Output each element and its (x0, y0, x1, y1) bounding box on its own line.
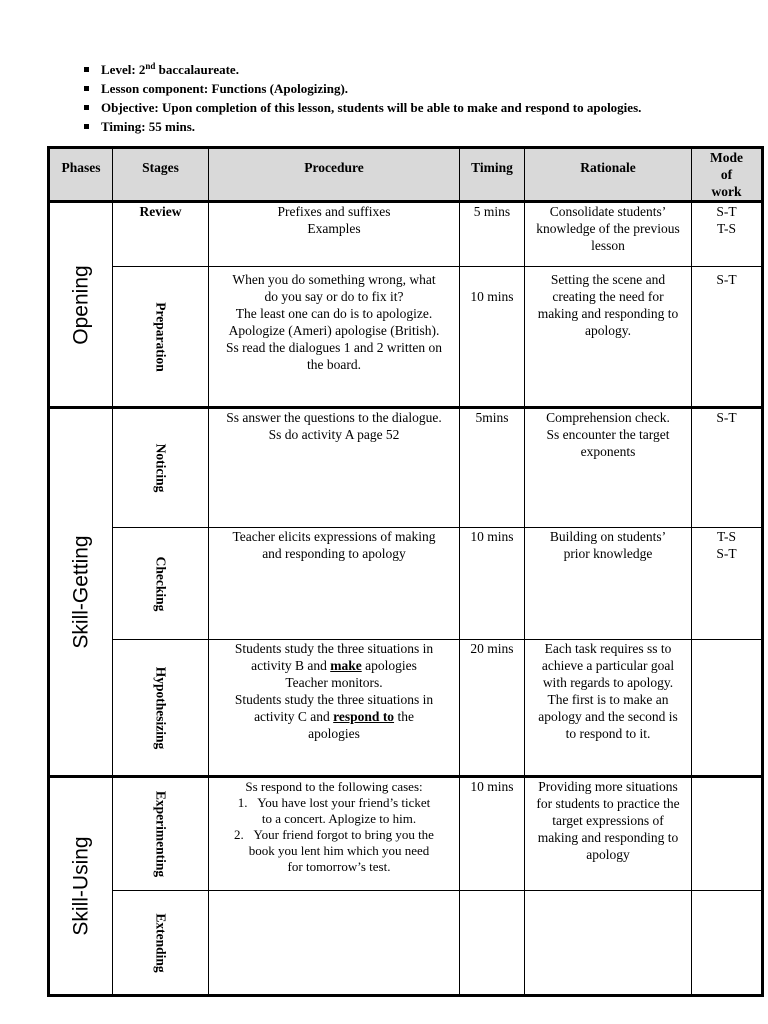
rationale-line: making and responding to (537, 306, 679, 321)
col-header-stages: Stages (113, 148, 209, 202)
procedure-checking (209, 528, 460, 640)
procedure-line: Ss read the dialogues 1 and 2 written on (226, 340, 442, 355)
timing-item (84, 117, 641, 136)
procedure-noticing (209, 408, 460, 528)
timing-experimenting: 10 mins (460, 777, 525, 891)
mode-header-line: work (711, 184, 742, 199)
procedure-line (210, 708, 458, 725)
phase-label-skill-getting: Skill-Getting (69, 535, 93, 649)
rationale-line: Setting the scene and (550, 272, 666, 287)
procedure-line: Teacher monitors. (285, 675, 383, 690)
mode-line: T-S (716, 529, 736, 544)
stage-hypothesizing (113, 640, 209, 777)
list-item (210, 795, 458, 811)
rationale-line: achieve a particular goal (541, 658, 675, 673)
rationale-line: apology and the second is (538, 709, 678, 724)
procedure-line: Students study the three situations in (234, 641, 434, 656)
mode-hypothesizing (692, 640, 763, 777)
procedure-line: Ss respond to the following cases: (245, 779, 423, 794)
procedure-line: Ss do activity A page 52 (268, 427, 400, 442)
mode-header-line: of (720, 167, 733, 182)
objective-text: Objective: Upon completion of this lesson, students will be able to make and respond to apologies. (101, 100, 642, 115)
procedure-line: Ss answer the questions to the dialogue. (226, 410, 442, 425)
procedure-line: the board. (307, 357, 361, 372)
phase-skill-getting (49, 408, 113, 777)
objective-item (84, 98, 641, 117)
mode-experimenting (692, 777, 763, 891)
rationale-extending (525, 891, 692, 996)
procedure-line: Prefixes and suffixes (277, 204, 391, 219)
stage-review: Review (113, 202, 209, 267)
timing-checking: 10 mins (460, 528, 525, 640)
rationale-line: Providing more situations (538, 779, 678, 794)
phase-skill-using (49, 777, 113, 996)
procedure-hypothesizing (209, 640, 460, 777)
stage-checking (113, 528, 209, 640)
timing-hypothesizing: 20 mins (460, 640, 525, 777)
rationale-line: Ss encounter the target (546, 427, 670, 442)
phase-label-skill-using: Skill-Using (69, 836, 93, 936)
procedure-text: the (394, 709, 414, 724)
rationale-line: target expressions of (552, 813, 664, 828)
procedure-preparation (209, 267, 460, 408)
case-text: book you lent him which you need (248, 843, 430, 858)
bullet-square-icon (84, 124, 89, 129)
timing-text: Timing: 55 mins. (101, 119, 196, 134)
lesson-component-item (84, 79, 641, 98)
procedure-text: apologies (361, 658, 417, 673)
procedure-line (210, 657, 458, 674)
rationale-line: The first is to make an (547, 692, 669, 707)
procedure-line: Students study the three situations in (234, 692, 434, 707)
case-text: to a concert. Aplogize to him. (261, 811, 417, 826)
cases-list (210, 795, 458, 875)
stage-experimenting (113, 777, 209, 891)
phase-label-opening: Opening (69, 264, 93, 345)
procedure-line: Examples (307, 221, 361, 236)
table-row (49, 267, 763, 408)
timing-extending (460, 891, 525, 996)
col-header-phases: Phases (49, 148, 113, 202)
timing-preparation: 10 mins (460, 267, 525, 408)
mode-line: S-T (716, 546, 737, 561)
lesson-info-list (84, 60, 641, 136)
rationale-line: knowledge of the previous (536, 221, 680, 236)
rationale-line: prior knowledge (563, 546, 653, 561)
mode-header-line: Mode (710, 150, 743, 165)
table-row (49, 891, 763, 996)
list-item (210, 827, 458, 843)
rationale-line: Each task requires ss to (544, 641, 672, 656)
list-item (210, 843, 458, 859)
col-header-rationale: Rationale (525, 148, 692, 202)
stage-label-experimenting: Experimenting (153, 790, 168, 878)
procedure-emphasis-respond: respond to (333, 709, 395, 724)
mode-line: S-T (716, 272, 737, 287)
table-row (49, 202, 763, 267)
mode-noticing (692, 408, 763, 528)
procedure-line: The least one can do is to apologize. (235, 306, 433, 321)
procedure-line: When you do something wrong, what (232, 272, 436, 287)
table-row (49, 528, 763, 640)
col-header-timing: Timing (460, 148, 525, 202)
procedure-extending (209, 891, 460, 996)
rationale-line: apology. (585, 323, 631, 338)
mode-line: S-T (716, 410, 737, 425)
case-text: Your friend forgot to bring you the (253, 827, 434, 842)
table-header-row (49, 148, 763, 202)
mode-checking (692, 528, 763, 640)
mode-extending (692, 891, 763, 996)
table-row (49, 640, 763, 777)
mode-review (692, 202, 763, 267)
timing-noticing: 5mins (460, 408, 525, 528)
rationale-line: Building on students’ (549, 529, 667, 544)
procedure-line: apologies (308, 726, 360, 741)
case-number: 1. (237, 795, 248, 810)
procedure-experimenting (209, 777, 460, 891)
rationale-line: to respond to it. (565, 726, 651, 741)
list-item (210, 859, 458, 875)
mode-line: T-S (716, 221, 736, 236)
rationale-experimenting (525, 777, 692, 891)
timing-review: 5 mins (460, 202, 525, 267)
list-item (210, 811, 458, 827)
procedure-emphasis-make: make (330, 658, 362, 673)
phase-opening (49, 202, 113, 408)
level-item (84, 60, 641, 79)
bullet-square-icon (84, 86, 89, 91)
mode-line: S-T (716, 204, 737, 219)
procedure-line: Apologize (Ameri) apologise (British). (228, 323, 440, 338)
stage-extending (113, 891, 209, 996)
rationale-line: making and responding to (537, 830, 679, 845)
lesson-plan-table (47, 146, 764, 997)
bullet-square-icon (84, 67, 89, 72)
rationale-line: Comprehension check. (546, 410, 670, 425)
lesson-component-text: Lesson component: Functions (Apologizing). (101, 81, 349, 96)
stage-noticing (113, 408, 209, 528)
rationale-noticing (525, 408, 692, 528)
col-header-mode (692, 148, 763, 202)
table-row (49, 777, 763, 891)
procedure-text: activity B and (251, 658, 331, 673)
stage-label-noticing: Noticing (153, 443, 168, 493)
rationale-line: for students to practice the (536, 796, 680, 811)
stage-label-checking: Checking (153, 556, 168, 611)
col-header-procedure: Procedure (209, 148, 460, 202)
stage-preparation (113, 267, 209, 408)
rationale-review (525, 202, 692, 267)
procedure-line: do you say or do to fix it? (264, 289, 404, 304)
rationale-hypothesizing (525, 640, 692, 777)
level-superscript: nd (145, 61, 156, 71)
level-text: Level: 2 (101, 62, 146, 77)
case-number: 2. (234, 827, 244, 842)
bullet-square-icon (84, 105, 89, 110)
case-text: for tomorrow’s test. (287, 859, 391, 874)
procedure-review (209, 202, 460, 267)
rationale-line: exponents (580, 444, 636, 459)
table-row (49, 408, 763, 528)
rationale-line: creating the need for (552, 289, 664, 304)
mode-preparation (692, 267, 763, 408)
procedure-line: and responding to apology (262, 546, 406, 561)
rationale-checking (525, 528, 692, 640)
level-suffix: baccalaureate. (155, 62, 239, 77)
rationale-line: apology (586, 847, 630, 862)
procedure-text: activity C and (254, 709, 334, 724)
stage-label-preparation: Preparation (153, 301, 168, 372)
rationale-line: with regards to apology. (542, 675, 674, 690)
rationale-line: Consolidate students’ (549, 204, 667, 219)
stage-label-hypothesizing: Hypothesizing (153, 666, 168, 749)
procedure-line: Teacher elicits expressions of making (232, 529, 436, 544)
rationale-line: lesson (591, 238, 625, 253)
rationale-preparation (525, 267, 692, 408)
case-text: You have lost your friend’s ticket (257, 795, 431, 810)
stage-label-extending: Extending (153, 912, 168, 973)
